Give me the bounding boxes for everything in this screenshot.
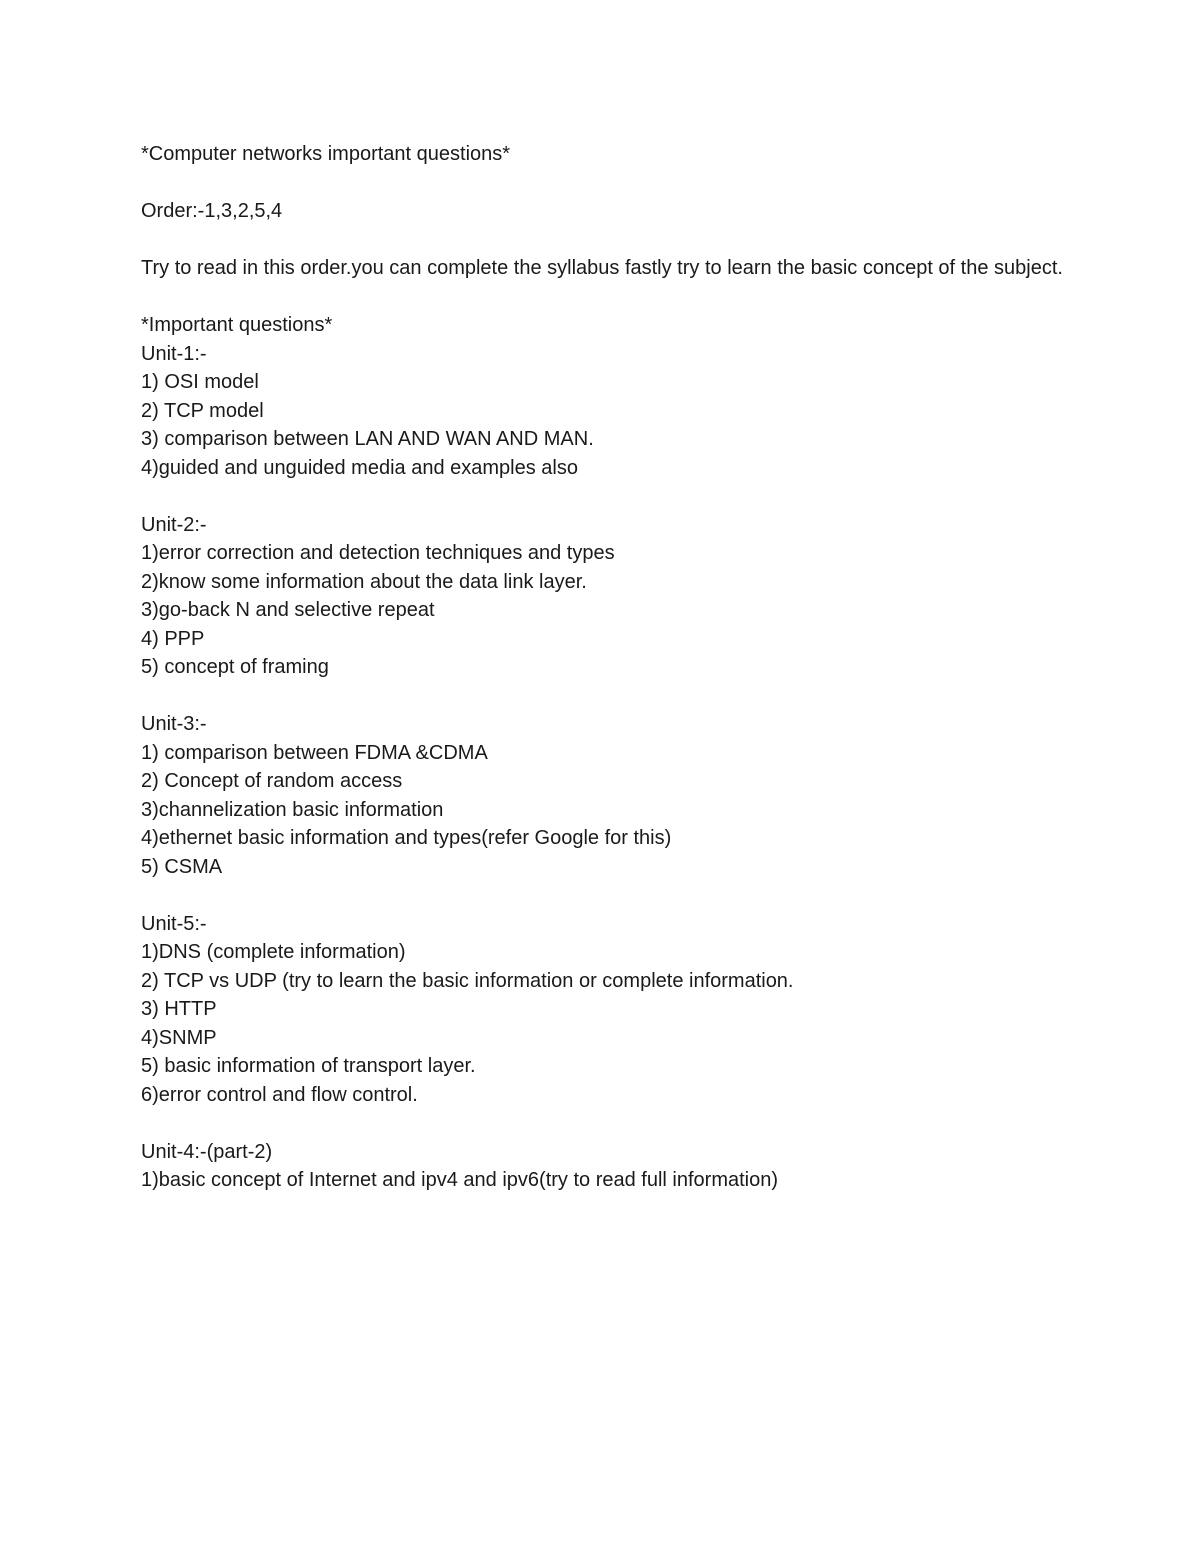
unit-section xyxy=(141,710,1071,881)
list-item: 1)error correction and detection techniques and types xyxy=(141,542,615,564)
list-item: 1)DNS (complete information) xyxy=(141,941,406,963)
unit-section xyxy=(141,511,1071,682)
spacer xyxy=(141,881,1071,910)
list-item: 4)guided and unguided media and examples also xyxy=(141,456,578,479)
document-title: *Computer networks important questions* xyxy=(141,143,511,165)
list-item: 2) Concept of random access xyxy=(141,770,403,792)
list-item: 1) comparison between FDMA &CDMA xyxy=(141,741,488,764)
spacer xyxy=(141,283,1071,312)
list-item: 3)go-back N and selective repeat xyxy=(141,599,435,621)
unit-heading: Unit-3:- xyxy=(141,713,207,735)
list-item: 2)know some information about the data link layer. xyxy=(141,570,587,593)
list-item: 2) TCP model xyxy=(141,399,264,422)
list-item: 2) TCP vs UDP (try to learn the basic information or complete information. xyxy=(141,969,794,992)
list-item: 3) HTTP xyxy=(141,998,217,1020)
list-item: 1) OSI model xyxy=(141,371,259,393)
unit-heading: Unit-2:- xyxy=(141,513,207,536)
list-item: 4) PPP xyxy=(141,627,205,650)
list-item: 4)SNMP xyxy=(141,1026,217,1049)
unit-section xyxy=(141,1138,1071,1195)
document-page xyxy=(141,140,1071,1195)
unit-heading: Unit-1:- xyxy=(141,342,207,365)
spacer xyxy=(141,226,1071,255)
list-item: 1)basic concept of Internet and ipv4 and ipv6(try to read full information) xyxy=(141,1169,779,1191)
list-item: 5) CSMA xyxy=(141,855,223,878)
unit-heading: Unit-5:- xyxy=(141,912,207,935)
spacer xyxy=(141,682,1071,711)
spacer xyxy=(141,1109,1071,1138)
unit-section xyxy=(141,910,1071,1110)
list-item: 5) concept of framing xyxy=(141,656,329,678)
list-item: 4)ethernet basic information and types(refer Google for this) xyxy=(141,827,672,849)
unit-heading: Unit-4:-(part-2) xyxy=(141,1140,273,1163)
list-item: 3) comparison between LAN AND WAN AND MAN. xyxy=(141,428,594,450)
intro-paragraph: Try to read in this order.you can complete the syllabus fastly try to learn the basic concept of the subject. xyxy=(141,257,1063,279)
spacer xyxy=(141,482,1071,511)
unit-section xyxy=(141,340,1071,483)
spacer xyxy=(141,169,1071,198)
list-item: 5) basic information of transport layer. xyxy=(141,1055,476,1077)
important-heading: *Important questions* xyxy=(141,314,333,336)
reading-order: Order:-1,3,2,5,4 xyxy=(141,200,283,222)
list-item: 6)error control and flow control. xyxy=(141,1083,418,1106)
list-item: 3)channelization basic information xyxy=(141,798,444,821)
